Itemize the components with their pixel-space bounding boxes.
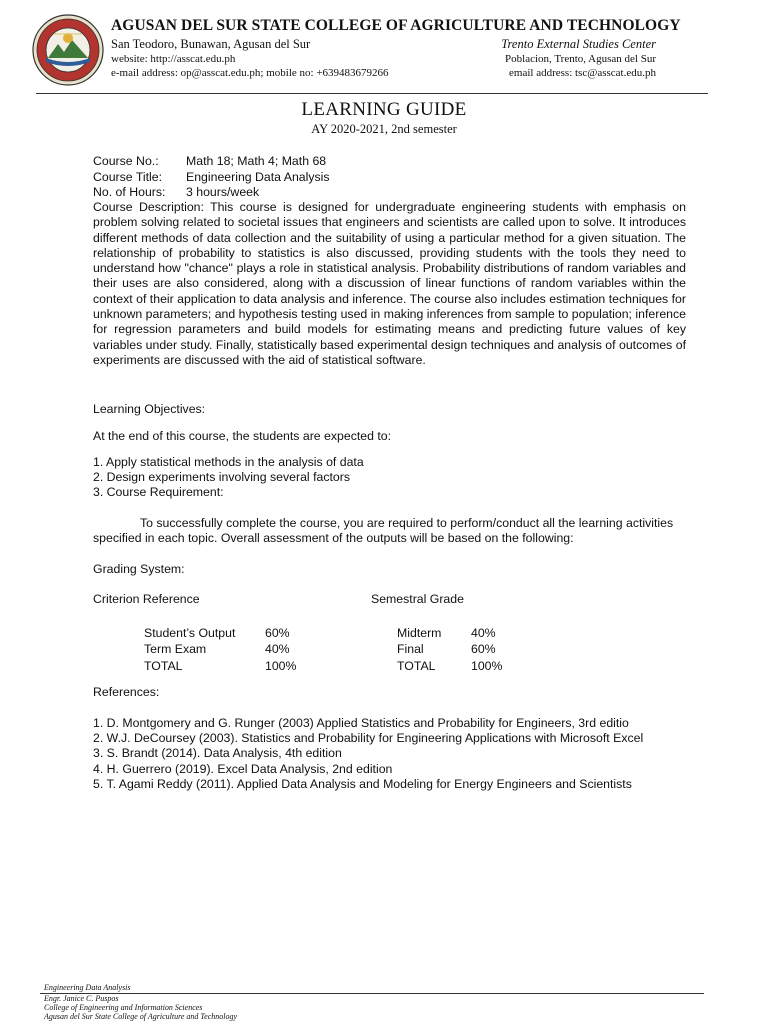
page-title: LEARNING GUIDE [301,99,467,120]
criterion-row-value: 40% [265,642,290,656]
criterion-row-value: 60% [265,626,290,640]
semestral-row-label: TOTAL [397,659,436,673]
institution-website: website: http://asscat.edu.ph [111,53,236,65]
course-title-value: Engineering Data Analysis [186,170,330,184]
institution-name: AGUSAN DEL SUR STATE COLLEGE OF AGRICULTURE AND TECHNOLOGY [111,17,681,34]
semestral-row-label: Final [397,642,424,656]
objectives-intro: At the end of this course, the students are expected to: [93,429,392,443]
footer-divider [40,993,704,994]
institution-address: San Teodoro, Bunawan, Agusan del Sur [111,37,311,51]
semestral-row-value: 40% [471,626,496,640]
reference-item: 3. S. Brandt (2014). Data Analysis, 4th edition [93,746,342,760]
semestral-row-label: Midterm [397,626,442,640]
objective-item: 1. Apply statistical methods in the analysis of data [93,455,364,469]
college-seal-icon [32,14,104,86]
course-title-label: Course Title: [93,170,163,184]
reference-item: 2. W.J. DeCoursey (2003). Statistics and Probability for Engineering Applications with Microsoft Excel [93,731,644,745]
objectives-heading: Learning Objectives: [93,402,206,416]
grading-heading: Grading System: [93,562,185,576]
footer-college: College of Engineering and Information Sciences [44,1003,203,1012]
criterion-heading: Criterion Reference [93,592,200,606]
reference-item: 4. H. Guerrero (2019). Excel Data Analysis, 2nd edition [93,762,393,776]
criterion-row-label: Term Exam [144,642,207,656]
center-address: Poblacion, Trento, Agusan del Sur [505,53,656,65]
course-description: Course Description: This course is designed for undergraduate engineering students with emphasis on problem solving related to societal issues that engineers and scientists are called upon to solve. It introduces different methods of data collection and the suitability of using a particular method for a given situation. The relationship of probability to statistics is also discussed, providing students with the tools they need to understand how "chance" plays a role in statistical analysis. Probability distributions of random variables and their uses are also considered, along with a discussion of linear functions of random variables within the context of their application to data analysis and inference. The course also includes estimation techniques for unknown parameters; and hypothesis testing used in making inferences from sample to population; inference for regression parameters and build models for estimating means and predicting future values of key variables under study. Finally, statistically based experimental design techniques and analysis of outcomes of experiments are discussed with the aid of statistical software. [93,200,686,367]
semestral-row-value: 100% [471,659,503,673]
course-no-label: Course No.: [93,154,159,168]
header-divider [36,93,708,94]
footer-institution: Agusan del Sur State College of Agriculture and Technology [44,1012,238,1021]
footer-course: Engineering Data Analysis [44,983,131,992]
semestral-row-value: 60% [471,642,496,656]
requirement-text: To successfully complete the course, you are required to perform/conduct all the learning activities specified in each topic. Overall assessment of the outputs will be based on the following: [93,516,674,546]
reference-item: 5. T. Agami Reddy (2011). Applied Data Analysis and Modeling for Energy Engineers and Scientists [93,777,632,791]
objective-item: 3. Course Requirement: [93,485,224,499]
course-no-value: Math 18; Math 4; Math 68 [186,154,327,168]
center-name: Trento External Studies Center [501,37,656,51]
criterion-row-label: TOTAL [144,659,183,673]
footer-author: Engr. Janice C. Puspos [44,994,119,1003]
reference-item: 1. D. Montgomery and G. Runger (2003) Applied Statistics and Probability for Engineers, 3rd editio [93,716,629,730]
institution-contact: e-mail address: op@asscat.edu.ph; mobile no: +639483679266 [111,67,389,79]
criterion-row-value: 100% [265,659,297,673]
criterion-row-label: Student’s Output [144,626,236,640]
center-email: email address: tsc@asscat.edu.ph [509,67,656,79]
semestral-heading: Semestral Grade [371,592,464,606]
course-hours-value: 3 hours/week [186,185,260,199]
references-heading: References: [93,685,160,699]
course-hours-label: No. of Hours: [93,185,166,199]
page-subtitle: AY 2020-2021, 2nd semester [311,122,457,136]
objective-item: 2. Design experiments involving several factors [93,470,350,484]
